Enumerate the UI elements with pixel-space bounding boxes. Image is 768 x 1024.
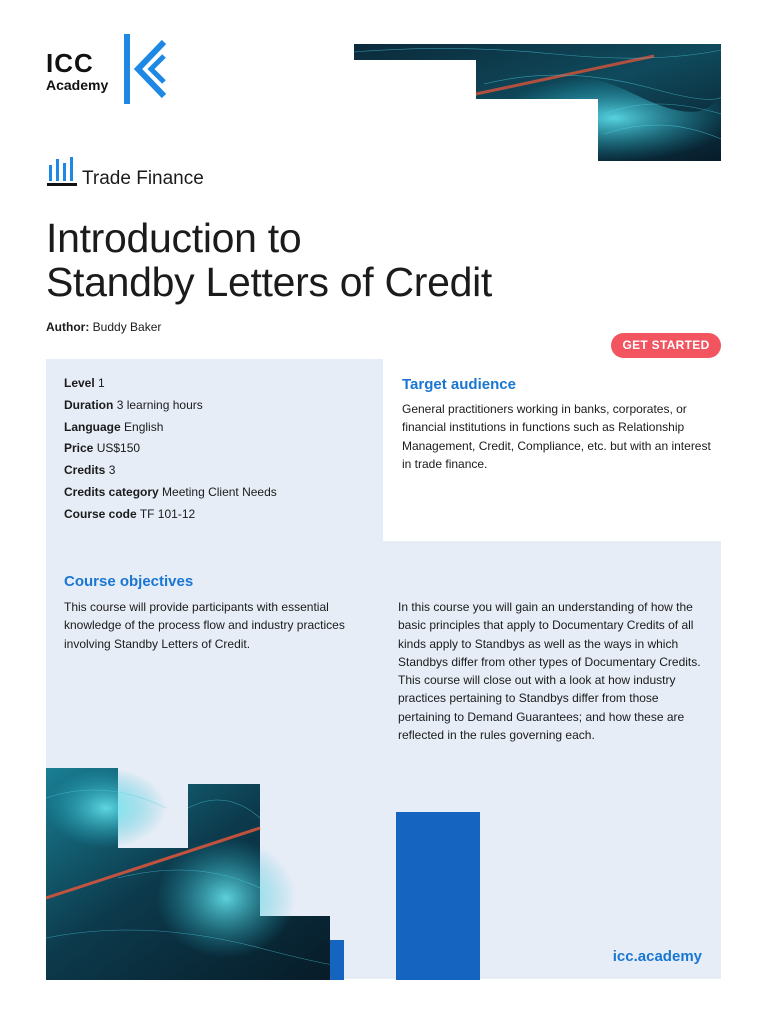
detail-credits-category: Credits category Meeting Client Needs <box>64 484 277 499</box>
logo-primary: ICC <box>46 48 94 78</box>
blue-accent-bar <box>396 812 480 980</box>
header-network-image <box>354 44 721 161</box>
detail-level: Level 1 <box>64 376 105 390</box>
website-link[interactable]: icc.academy <box>612 948 702 965</box>
detail-credits: Credits 3 <box>64 463 116 478</box>
get-started-button[interactable]: GET STARTED <box>611 333 721 358</box>
detail-language: Language English <box>64 419 164 434</box>
course-objectives-heading: Course objectives <box>64 573 194 590</box>
footer-network-image <box>46 768 344 980</box>
logo <box>46 50 108 92</box>
author-name: Buddy Baker <box>92 320 162 334</box>
title-line-2: Standby Letters of Credit <box>46 259 493 305</box>
author-label: Author: <box>46 320 90 334</box>
detail-duration: Duration 3 learning hours <box>64 397 203 412</box>
category-label: Trade Finance <box>82 168 204 189</box>
title-line-1: Introduction to <box>46 215 302 261</box>
author <box>46 320 161 334</box>
target-audience-text: General practitioners working in banks, corporates, or financial institutions in functions such as Relationship Management, Credit, Compliance, etc. but with an interest in trade finance. <box>402 402 711 471</box>
bar-chart-icon <box>47 155 77 187</box>
course-objectives-text-1: This course will provide participants with essential knowledge of the process flow and industry practices involving Standby Letters of Credit. <box>64 600 345 651</box>
target-audience-heading: Target audience <box>402 376 516 393</box>
logo-secondary: Academy <box>46 77 109 93</box>
page-title <box>46 216 492 304</box>
course-details <box>64 373 277 526</box>
icc-logo-mark-icon <box>120 34 170 104</box>
detail-price: Price US$150 <box>64 441 141 456</box>
course-objectives-text-2: In this course you will gain an understanding of how the basic principles that apply to Documentary Credits of all kinds apply to Standbys as well as the ways in which Standbys differ from other types of Documentary Credits. This course will close out with a look at how industry practices pertaining to Standbys differ from those pertaining to Demand Guarantees; and how these are reflected in the rules governing each. <box>398 600 701 743</box>
detail-course-code: Course code TF 101-12 <box>64 506 196 521</box>
